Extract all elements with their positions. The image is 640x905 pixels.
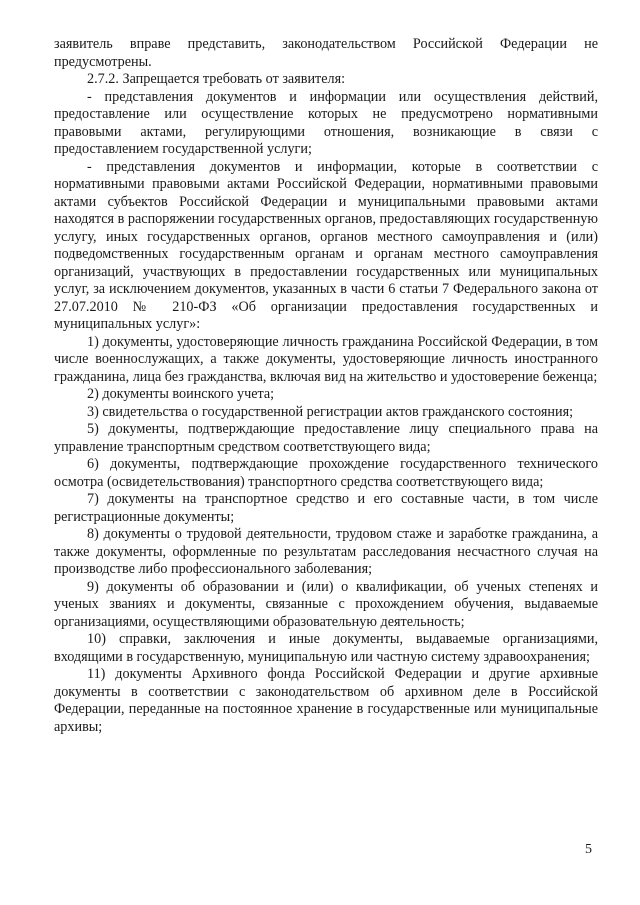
list-item-9: 9) документы об образовании и (или) о квалификации, об ученых степенях и ученых званиях и документы, связанные с прохождением обучения, выдаваемые организациями, осуществляющими образовательную деятельность; (54, 578, 598, 630)
page-number: 5 (585, 842, 592, 857)
list-item-2: 2) документы воинского учета; (87, 386, 275, 402)
list-item-5: 5) документы, подтверждающие предоставление лицу специального права на управление транспортным средством соответствующего вида; (54, 421, 598, 455)
list-item-10: 10) справки, заключения и иные документы, выдаваемые организациями, входящими в государственную, муниципальную или частную систему здравоохранения; (54, 631, 598, 665)
list-item-6: 6) документы, подтверждающие прохождение государственного технического осмотра (освидетельствования) транспортного средства соответствующего вида; (54, 456, 598, 490)
prohibition-item-2: - представления документов и информации, которые в соответствии с нормативными правовыми актами Российской Федерации, нормативными правовыми актами субъектов Российской Федерации и муниципальными правовыми актами находятся в распоряжении государственных органов, предоставляющих государственную услугу, иных государственных органов, органов местного самоуправления и (или) подведомственных государственным органам и органам местного самоуправления организаций, участвующих в предоставлении государственных или муниципальных услуг, за исключением документов, указанных в части 6 статьи 7 Федерального закона от 27.07.2010 № 210-ФЗ «Об организации предоставления государственных и муниципальных услуг»: (54, 158, 598, 332)
list-item-3: 3) свидетельства о государственной регистрации актов гражданского состояния; (87, 403, 574, 420)
list-item-11: 11) документы Архивного фонда Российской Федерации и другие архивные документы в соответствии с законодательством об архивном деле в Российской Федерации, переданные на постоянное хранение в государственные или муниципальные архивы; (54, 666, 598, 735)
list-item-7: 7) документы на транспортное средство и его составные части, в том числе регистрационные документы; (54, 491, 598, 525)
list-item-1: 1) документы, удостоверяющие личность гражданина Российской Федерации, в том числе военнослужащих, а также документы, удостоверяющие личность иностранного гражданина, лица без гражданства, включая вид на жительство и удостоверение беженца; (54, 333, 598, 385)
clause-2-7-2-heading: 2.7.2. Запрещается требовать от заявителя: (87, 71, 346, 87)
paragraph-continuation: заявитель вправе представить, законодательством Российской Федерации не предусмотрены. (54, 36, 598, 70)
list-item-8: 8) документы о трудовой деятельности, трудовом стаже и заработке гражданина, а также документы, оформленные по результатам расследования несчастного случая на производстве либо профессионального заболевания; (54, 526, 598, 577)
document-body (54, 36, 598, 736)
prohibition-item-1: - представления документов и информации или осуществления действий, предоставление или осуществление которых не предусмотрено нормативными правовыми актами, регулирующими отношения, возникающие в связи с предоставлением государственной услуги; (54, 88, 598, 157)
